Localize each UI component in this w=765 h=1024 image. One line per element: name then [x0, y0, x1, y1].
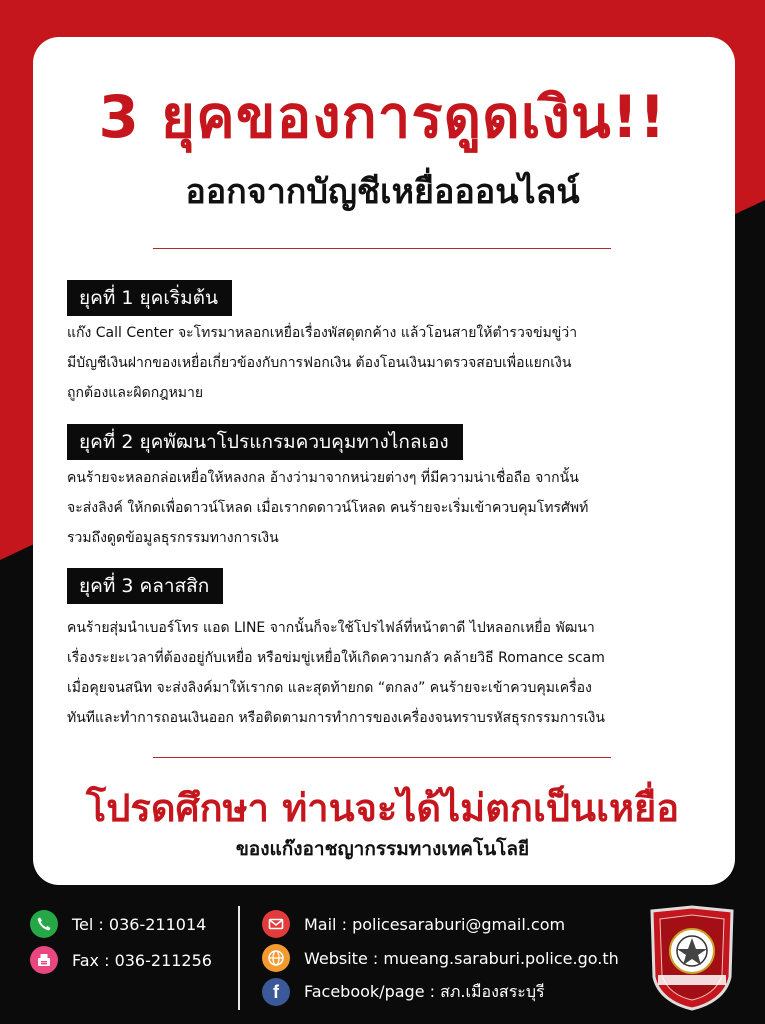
era-2-line: คนร้ายจะหลอกล่อเหยื่อให้หลงกล อ้างว่ามาจากหน่วยต่างๆ ที่มีความน่าเชื่อถือ จากนั้น — [67, 470, 579, 486]
era-2-line: จะส่งลิงค์ ให้กดเพื่อดาวน์โหลด เมื่อเรากดดาวน์โหลด คนร้ายจะเริ่มเข้าควบคุมโทรศัพท์ — [67, 500, 589, 516]
mail-icon — [262, 910, 290, 938]
era-3-line: เมื่อคุยจนสนิท จะส่งลิงค์มาให้เรากด และสุดท้ายกด “ตกลง” คนร้ายจะเข้าควบคุมเครื่อง — [67, 680, 592, 696]
era-1-body — [67, 318, 707, 408]
divider-top — [153, 248, 611, 249]
facebook-icon: f — [262, 978, 290, 1006]
page-subtitle: ออกจากบัญชีเหยื่อออนไลน์ — [185, 172, 580, 212]
facebook-text[interactable]: Facebook/page : สภ.เมืองสระบุรี — [304, 981, 545, 1001]
era-3-line: คนร้ายสุ่มนำเบอร์โทร แอด LINE จากนั้นก็จะใช้โปรไฟล์ที่หน้าตาดี ไปหลอกเหยื่อ พัฒนา — [67, 620, 595, 636]
era-1-line: มีบัญชีเงินฝากของเหยื่อเกี่ยวข้องกับการฟอกเงิน ต้องโอนเงินมาตรวจสอบเพื่อแยกเงิน — [67, 355, 572, 371]
divider-bottom — [153, 757, 611, 758]
footer-divider — [238, 906, 240, 1010]
warning-subline: ของแก๊งอาชญากรรมทางเทคโนโลยี — [235, 838, 530, 860]
era-2-heading: ยุคที่ 2 ยุคพัฒนาโปรแกรมควบคุมทางไกลเอง — [67, 424, 463, 460]
mail-text[interactable]: Mail : policesaraburi@gmail.com — [304, 914, 566, 934]
contact-facebook[interactable] — [262, 978, 545, 1006]
era-3-line: เรื่องระยะเวลาที่ต้องอยู่กับเหยื่อ หรือข่มขู่เหยื่อให้เกิดความกลัว คล้ายวิธี Romance scam — [67, 650, 605, 666]
warning-headline: โปรดศึกษา ท่านจะได้ไม่ตกเป็นเหยื่อ — [85, 786, 680, 830]
globe-icon — [262, 944, 290, 972]
contact-fax — [30, 946, 212, 974]
fax-text: Fax : 036-211256 — [72, 950, 212, 970]
era-1-line: ถูกต้องและผิดกฎหมาย — [67, 385, 204, 401]
tel-text: Tel : 036-211014 — [72, 914, 207, 934]
era-3-heading: ยุคที่ 3 คลาสสิก — [67, 568, 223, 604]
era-1-line: แก๊ง Call Center จะโทรมาหลอกเหยื่อเรื่องพัสดุตกค้าง แล้วโอนสายให้ตำรวจข่มขู่ว่า — [67, 325, 578, 341]
era-3-line: ทันทีและทำการถอนเงินออก หรือติดตามการทำการของเครื่องจนทราบรหัสธุรกรรมการเงิน — [67, 710, 605, 726]
contact-tel — [30, 910, 206, 938]
era-2-line: รวมถึงดูดข้อมูลธุรกรรมทางการเงิน — [67, 530, 279, 546]
page-title: 3 ยุคของการดูดเงิน!! — [98, 83, 667, 151]
contact-website[interactable] — [262, 944, 619, 972]
website-text[interactable]: Website : mueang.saraburi.police.go.th — [304, 948, 619, 968]
contact-mail[interactable] — [262, 910, 565, 938]
phone-icon — [30, 910, 58, 938]
era-1-heading: ยุคที่ 1 ยุคเริ่มต้น — [67, 280, 232, 316]
fax-icon — [30, 946, 58, 974]
era-2-body — [67, 463, 707, 553]
era-3-body — [67, 613, 707, 733]
police-shield-logo — [646, 905, 738, 1011]
